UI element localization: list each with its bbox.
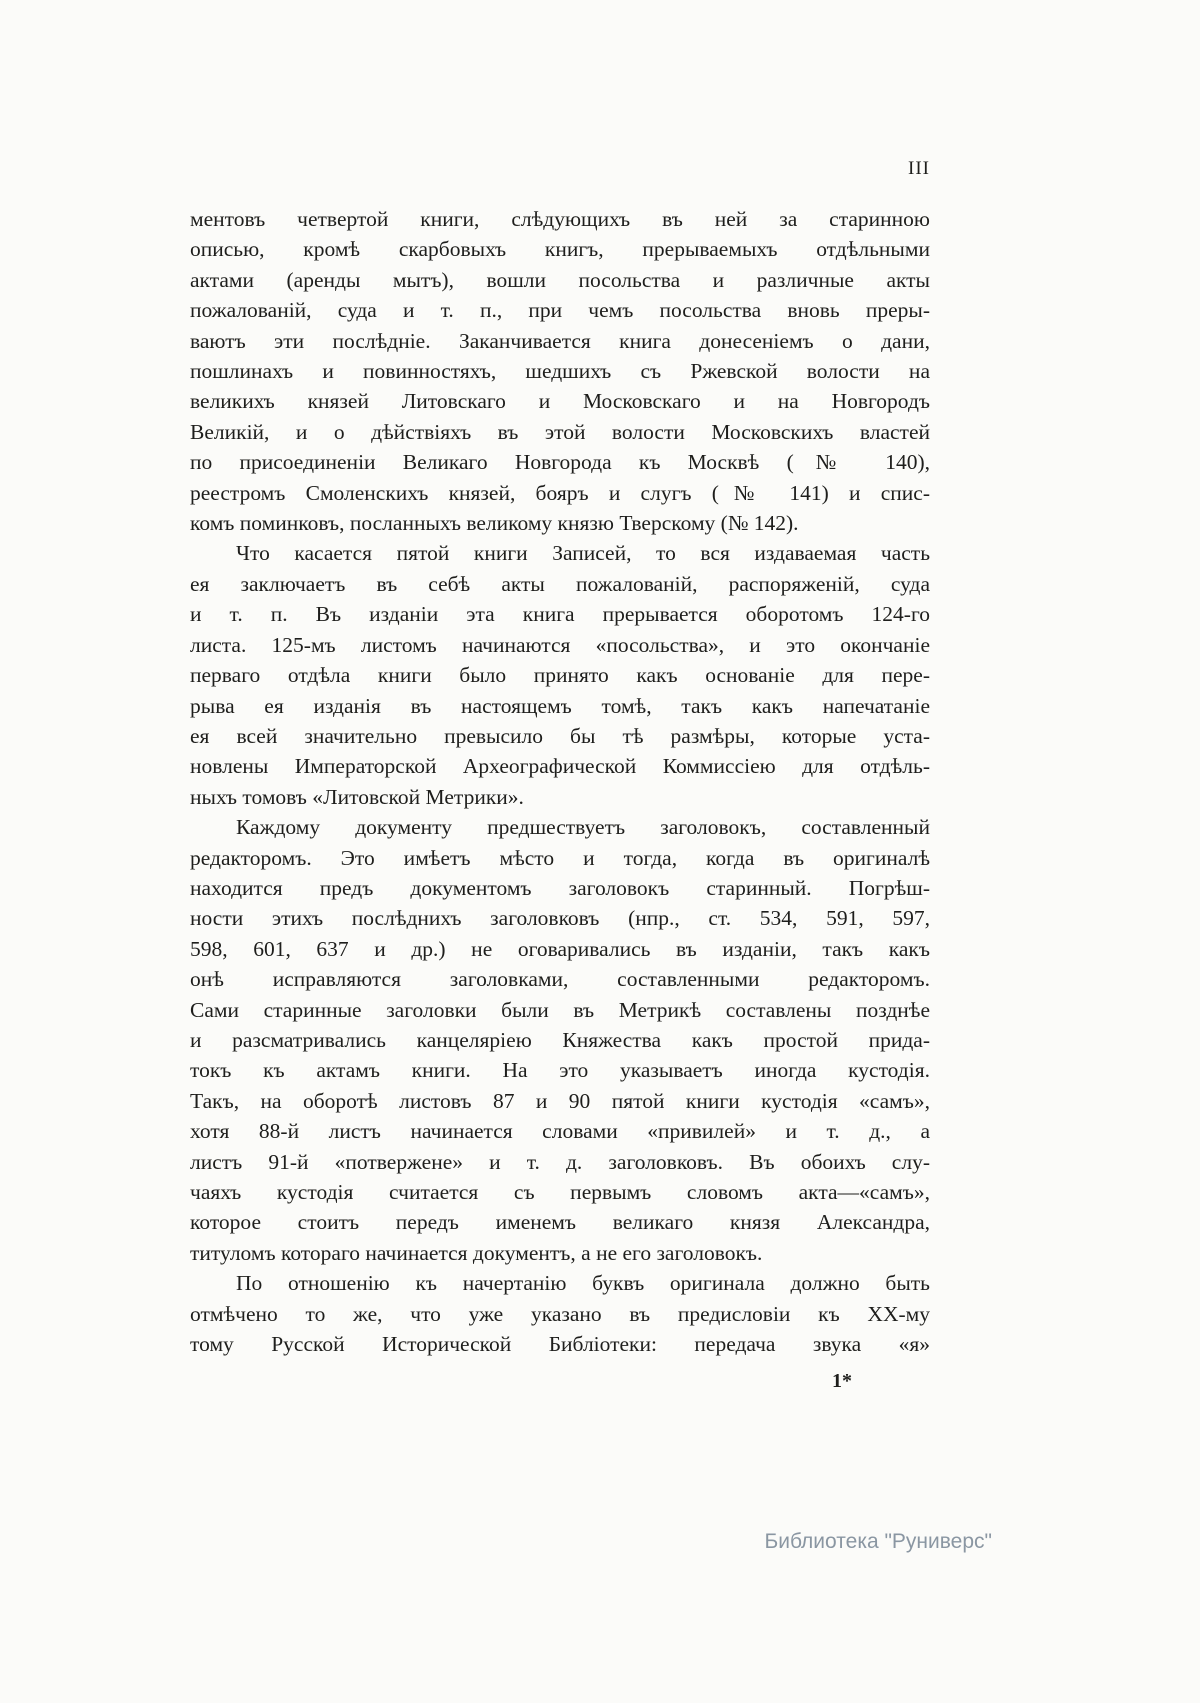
text-line: токъ къ актамъ книги. На это указываетъ иногда кустодія. [190, 1058, 930, 1083]
library-watermark: Библиотека "Руниверс" [764, 1530, 992, 1553]
text-line: листъ 91-й «потвержене» и т. д. заголовковъ. Въ обоихъ слу- [190, 1149, 930, 1174]
text-line: Великій, и о дѣйствіяхъ въ этой волости Московскихъ властей [190, 419, 930, 444]
text-line: ваютъ эти послѣдніе. Заканчивается книга донесеніемъ о дани, [190, 328, 930, 353]
text-line: рыва ея изданія въ настоящемъ томѣ, такъ какъ напечатаніе [190, 693, 930, 718]
paragraph [190, 812, 930, 1268]
page-body [190, 204, 930, 1359]
text-line: пошлинахъ и повинностяхъ, шедшихъ съ Ржевской волости на [190, 359, 930, 384]
text-line: великихъ князей Литовскаго и Московскаго и на Новгородъ [190, 389, 930, 414]
text-line: редакторомъ. Это имѣетъ мѣсто и тогда, когда въ оригиналѣ [190, 845, 930, 870]
text-line: 598, 601, 637 и др.) не оговаривались въ изданіи, такъ какъ [190, 936, 930, 961]
text-line: ныхъ томовъ «Литовской Метрики». [190, 784, 524, 809]
text-line: пожалованій, суда и т. п., при чемъ посольства вновь преры- [190, 298, 930, 323]
text-line: Каждому документу предшествуетъ заголовокъ, составленный [236, 815, 930, 840]
paragraph [190, 538, 930, 812]
paragraph [190, 204, 930, 538]
text-line: и разсматривались канцеляріею Княжества какъ простой прида- [190, 1027, 930, 1052]
text-line: листа. 125-мъ листомъ начинаются «посольства», и это окончаніе [190, 632, 930, 657]
text-line: Сами старинные заголовки были въ Метрикѣ составлены позднѣе [190, 997, 930, 1022]
text-line: по присоединеніи Великаго Новгорода къ Москвѣ (№ 140), [190, 450, 930, 475]
text-line: отмѣчено то же, что уже указано въ предисловіи къ XX-му [190, 1301, 930, 1326]
text-line: описью, кромѣ скарбовыхъ книгъ, прерываемыхъ отдѣльными [190, 237, 930, 262]
text-line: находится предъ документомъ заголовокъ старинный. Погрѣш- [190, 875, 930, 900]
text-line: которое стоитъ передъ именемъ великаго князя Александра, [190, 1210, 930, 1235]
text-line: актами (аренды мытъ), вошли посольства и различные акты [190, 267, 930, 292]
text-line: новлены Императорской Археографической Коммиссіею для отдѣль- [190, 754, 930, 779]
page-number: III [908, 158, 930, 179]
text-line: ментовъ четвертой книги, слѣдующихъ въ ней за старинною [190, 207, 930, 231]
text-line: ея заключаетъ въ себѣ акты пожалованій, распоряженій, суда [190, 571, 930, 596]
text-line: перваго отдѣла книги было принято какъ основаніе для пере- [190, 663, 930, 688]
text-line: ности этихъ послѣднихъ заголовковъ (нпр., ст. 534, 591, 597, [190, 906, 930, 931]
text-line: чаяхъ кустодія считается съ первымъ словомъ акта—«самъ», [190, 1180, 930, 1204]
text-line: комъ поминковъ, посланныхъ великому князю Тверскому (№ 142). [190, 511, 799, 536]
text-line: онѣ исправляются заголовками, составленными редакторомъ. [190, 967, 930, 992]
text-line: Такъ, на оборотѣ листовъ 87 и 90 пятой книги кустодія «самъ», [190, 1088, 930, 1113]
text-line: титуломъ котораго начинается документъ, а не его заголовокъ. [190, 1240, 763, 1265]
signature-mark: 1* [832, 1370, 852, 1392]
text-line: Что касается пятой книги Записей, то вся издаваемая часть [236, 541, 930, 566]
text-line: реестромъ Смоленскихъ князей, бояръ и слугъ (№ 141) и спис- [190, 480, 930, 505]
text-line: тому Русской Исторической Библіотеки: передача звука «я» [190, 1332, 930, 1357]
paragraph [190, 1268, 930, 1359]
text-line: По отношенію къ начертанію буквъ оригинала должно быть [236, 1271, 930, 1296]
text-line: ея всей значительно превысило бы тѣ размѣры, которые уста- [190, 723, 930, 748]
text-line: и т. п. Въ изданіи эта книга прерывается оборотомъ 124-го [190, 602, 930, 627]
text-line: хотя 88-й листъ начинается словами «привилей» и т. д., а [190, 1119, 930, 1144]
